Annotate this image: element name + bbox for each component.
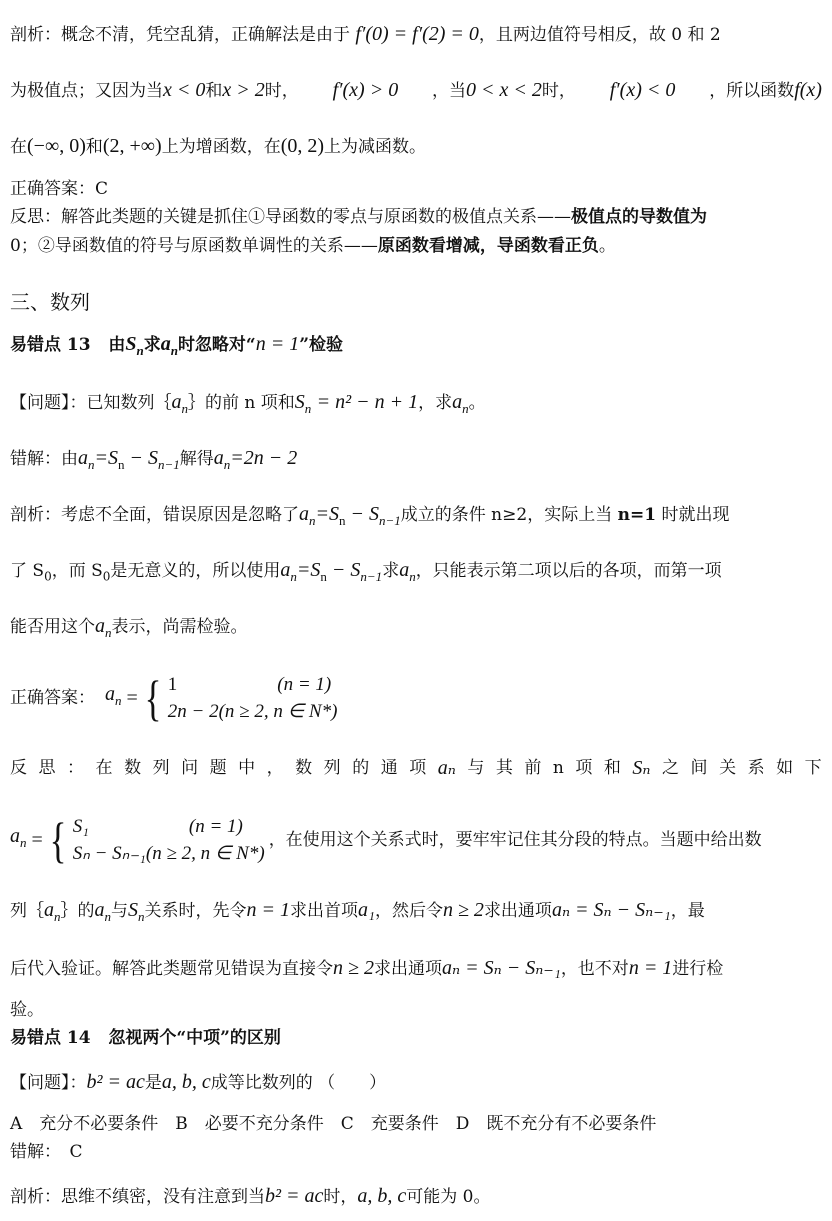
options-14: A 充分不必要条件 B 必要不充分条件 C 充要条件 D 既不充分有不必要条件 bbox=[10, 1114, 657, 1134]
section-title: 三、数列 bbox=[10, 290, 90, 314]
reflection-char: 数 bbox=[124, 758, 142, 778]
piecewise-rows: 1 (n = 1) 2n − 2(n ≥ 2, n ∈ N*) bbox=[167, 673, 338, 722]
reflection-line-2: 0；②导函数值的符号与原函数单调性的关系——原函数看增减，导函数看正负。 bbox=[10, 236, 616, 256]
reflection-char: ， bbox=[266, 758, 284, 778]
correct-answer-13: 正确答案： $a_n$ = { 1 (n = 1) 2n − 2(n ≥ 2, n ∈ N*) bbox=[10, 669, 338, 726]
reflection-char: 问 bbox=[181, 758, 199, 778]
reflection-char: 项 bbox=[575, 758, 593, 778]
pitfall-14-heading: 易错点 14 忽视两个“中项”的区别 bbox=[10, 1028, 281, 1048]
reflection-char: 前 bbox=[524, 758, 542, 778]
piecewise-brace: { bbox=[144, 669, 162, 726]
reflection-char: ： bbox=[67, 758, 85, 778]
reflection-13-line-5: 验。 bbox=[10, 1000, 44, 1020]
correct-answer-1: 正确答案：C bbox=[10, 179, 109, 199]
reflection-13-line-4: 后代入验证。解答此类题常见错误为直接令n ≥ 2求出通项aₙ = Sₙ − Sₙ₋₁，也不对n = 1进行检 bbox=[10, 957, 724, 979]
reflection-line-1: 反思：解答此类题的关键是抓住①导函数的零点与原函数的极值点关系——极值点的导数值为 bbox=[10, 207, 707, 227]
reflection-char: 中 bbox=[238, 758, 256, 778]
problem-13: 【问题】：已知数列$\{a_n\}$的前 n 项和$S_n = n^2 - n + 1$，求$a_n$。 bbox=[10, 391, 486, 416]
reflection-char: 在 bbox=[95, 758, 113, 778]
analysis-line-1: 剖析：概念不清，凭空乱猜，正确解法是由于 f′(0) = f′(2) = 0，且两边值符号相反，故 0 和 2 bbox=[10, 23, 721, 45]
analysis-line-2: 为极值点；又因为当x < 0和x > 2时， f′(x) > 0 ，当0 < x < 2时， f′(x) < 0 ，所以函数f(x) bbox=[10, 79, 822, 101]
reflection-char: 和 bbox=[603, 758, 621, 778]
reflection-char: 通 bbox=[380, 758, 398, 778]
reflection-char: 间 bbox=[690, 758, 708, 778]
reflection-char: 数 bbox=[295, 758, 313, 778]
reflection-13-line-3: 列$\{a_n\}$的$a_n$与$S_n$关系时，先令n = 1求出首项a₁，然后令n ≥ 2求出通项aₙ = Sₙ − Sₙ₋₁，最 bbox=[10, 899, 705, 924]
analysis-line-3: 在(−∞, 0)和(2, +∞)上为增函数，在(0, 2)上为减函数。 bbox=[10, 135, 427, 157]
reflection-char: 项 bbox=[409, 758, 427, 778]
reflection-char: 关 bbox=[719, 758, 737, 778]
relation-system: $a_n$ = { S₁ (n = 1) Sₙ − Sₙ₋₁(n ≥ 2, n ∈ N*) ，在使用这个关系式时，要牢牢记住其分段的特点。当题中给出数 bbox=[10, 811, 762, 868]
reflection-char: 的 bbox=[352, 758, 370, 778]
reflection-char: 思 bbox=[38, 758, 56, 778]
wrong-solution-13: 错解：由$a_n=S_n - S_{n-1}$解得$a_n=2n - 2$ bbox=[10, 447, 298, 472]
reflection-char: aₙ bbox=[437, 757, 456, 779]
reflection-char: 反 bbox=[10, 758, 27, 778]
reflection-char: 其 bbox=[495, 758, 513, 778]
reflection-char: 下 bbox=[804, 758, 822, 778]
reflection-char: 题 bbox=[209, 758, 227, 778]
analysis-13-line-2: 了 $S_0$，而 $S_0$是无意义的，所以使用$a_n=S_n - S_{n-1}$求$a_n$，只能表示第二项以后的各项，而第一项 bbox=[10, 559, 722, 584]
pitfall-13-heading: 易错点 13 由$S_n$求$a_n$时忽略对“n = 1”检验 bbox=[10, 333, 343, 358]
system-brace: { bbox=[49, 811, 67, 868]
analysis-14: 剖析：思维不缜密，没有注意到当b² = ac时，a, b, c可能为 0。 bbox=[10, 1185, 491, 1207]
reflection-char: 系 bbox=[747, 758, 765, 778]
reflection-char: 列 bbox=[152, 758, 170, 778]
wrong-solution-14: 错解： C bbox=[10, 1142, 83, 1162]
reflection-char: Sₙ bbox=[632, 757, 651, 779]
reflection-char: 之 bbox=[662, 758, 680, 778]
reflection-char: 列 bbox=[323, 758, 341, 778]
reflection-char: 如 bbox=[776, 758, 794, 778]
analysis-13-line-1: 剖析：考虑不全面，错误原因是忽略了$a_n=S_n - S_{n-1}$成立的条件 n≥2，实际上当 n=1 时就出现 bbox=[10, 503, 730, 528]
reflection-char: 与 bbox=[467, 758, 485, 778]
reflection-13-line-1 bbox=[10, 756, 822, 780]
problem-14: 【问题】：b² = ac是a, b, c成等比数列的 （ ） bbox=[10, 1071, 387, 1093]
analysis-13-line-3: 能否用这个$a_n$表示，尚需检验。 bbox=[10, 615, 248, 640]
reflection-char: n bbox=[552, 758, 564, 778]
